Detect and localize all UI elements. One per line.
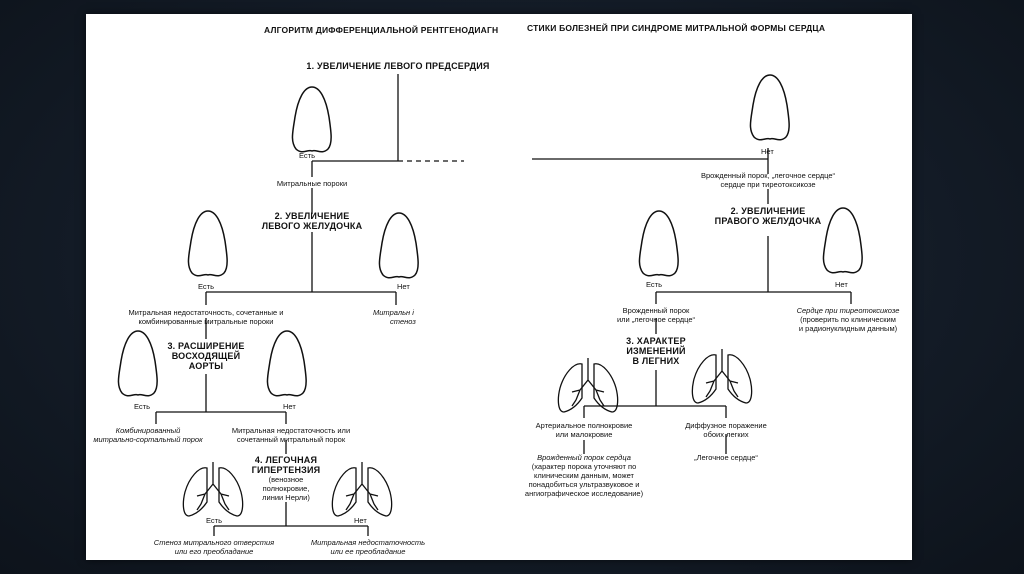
outcome-congenital-1: Врожденный порок, „легочное сердце“ [700,171,836,180]
step-r2-line1: 2. УВЕЛИЧЕНИЕ [730,206,806,216]
yes-label: Есть [646,280,663,289]
outcome-mitral-insuf-1: Митральная недостаточность, сочетанные и [128,308,284,317]
yes-label: Есть [198,282,215,291]
step-r3-line3: В ЛЕГНИХ [632,356,680,366]
step-2-line1: 2. УВЕЛИЧЕНИЕ [274,211,350,221]
lungs-diagram [558,358,617,412]
outcome-congenital-defect-3: клиническим данным, может [534,471,634,480]
step-4-line5: линии Нерли) [262,493,310,502]
outcome-mitral-insuf-or-2: сочетанный митральный порок [236,435,346,444]
step-4-line1: 4. ЛЕГОЧНАЯ [254,455,318,465]
step-4-line3: (венозное [268,475,304,484]
outcome-stenosis-orifice-1: Стеноз митрального отверстия [153,538,275,547]
outcome-congenital-defect-5: ангиографическое исследование) [524,489,644,498]
heart-silhouette [267,331,306,396]
left-title: АЛГОРИТМ ДИФФЕРЕНЦИАЛЬНОЙ РЕНТГЕНОДИАГН [264,25,499,35]
outcome-congenital-lung-2: или „легочное сердце“ [616,315,696,324]
outcome-diffuse-2: обоих легких [703,430,749,439]
yes-label: Есть [206,516,223,525]
no-label: Нет [397,282,410,291]
step-r2-line2: ПРАВОГО ЖЕЛУДОЧКА [714,216,822,226]
slide-page [86,14,912,560]
outcome-congenital-defect-1: Врожденный порок сердца [537,453,631,462]
no-label: Нет [761,147,774,156]
no-label: Нет [283,402,296,411]
step-3-line2: ВОСХОДЯЩЕЙ [171,351,241,361]
step-3-line1: 3. РАСШИРЕНИЕ [167,341,245,351]
outcome-insuf-predom-2: или ее преобладание [330,547,406,556]
outcome-mitral: Митральные пороки [276,179,348,188]
step-4-line2: ГИПЕРТЕНЗИЯ [251,465,321,475]
outcome-congenital-defect-2: (характер порока уточняют по [531,462,637,471]
step-r3-line1: 3. ХАРАКТЕР [626,336,686,346]
outcome-thyro-3: и радионуклидным данным) [798,324,898,333]
heart-silhouette [379,213,418,278]
outcome-thyro-1: Сердце при тиреотоксикозе [796,306,900,315]
heart-silhouette [118,331,157,396]
outcome-arterial-2: или малокровие [555,430,613,439]
step-r3-line2: ИЗМЕНЕНИЙ [626,346,686,356]
yes-label: Есть [299,151,316,160]
no-label: Нет [354,516,367,525]
outcome-arterial-1: Артериальное полнокровие [535,421,633,430]
yes-label: Есть [134,402,151,411]
step-4-line4: полнокровие, [262,484,310,493]
heart-silhouette [823,208,862,273]
lungs-diagram [183,462,242,516]
heart-silhouette [639,211,678,276]
outcome-combined-1: Комбинированный [115,426,181,435]
no-label: Нет [835,280,848,289]
outcome-congenital-defect-4: понадобиться ультразвуковое и [528,480,640,489]
outcome-diffuse-1: Диффузное поражение [685,421,767,430]
step-1: 1. УВЕЛИЧЕНИЕ ЛЕВОГО ПРЕДСЕРДИЯ [306,61,490,71]
step-2-line2: ЛЕВОГО ЖЕЛУДОЧКА [261,221,363,231]
step-3-line3: АОРТЫ [188,361,224,371]
outcome-thyro-2: (проверить по клиническим [800,315,896,324]
outcome-congenital-2: сердце при тиреотоксикозе [720,180,816,189]
lungs-diagram [692,349,751,403]
outcome-mitral-stenosis-2: стеноз [390,317,416,326]
outcome-insuf-predom-1: Митральная недостаточность [310,538,426,547]
heart-silhouette [292,87,331,152]
lungs-diagram [332,462,391,516]
outcome-mitral-insuf-or-1: Митральная недостаточность или [231,426,351,435]
heart-silhouette [188,211,227,276]
outcome-mitral-insuf-2: комбинированные митральные пороки [138,317,274,326]
outcome-combined-2: митрально-сортальный порок [93,435,203,444]
outcome-mitral-stenosis-1: Митральн і [373,308,414,317]
right-title: СТИКИ БОЛЕЗНЕЙ ПРИ СИНДРОМЕ МИТРАЛЬНОЙ ФОРМЫ СЕРДЦА [527,23,826,33]
heart-silhouette [750,75,789,140]
outcome-stenosis-orifice-2: или его преобладание [174,547,254,556]
outcome-congenital-lung-1: Врожденный порок [622,306,690,315]
outcome-pulm-heart: „Легочное сердце“ [694,453,758,462]
